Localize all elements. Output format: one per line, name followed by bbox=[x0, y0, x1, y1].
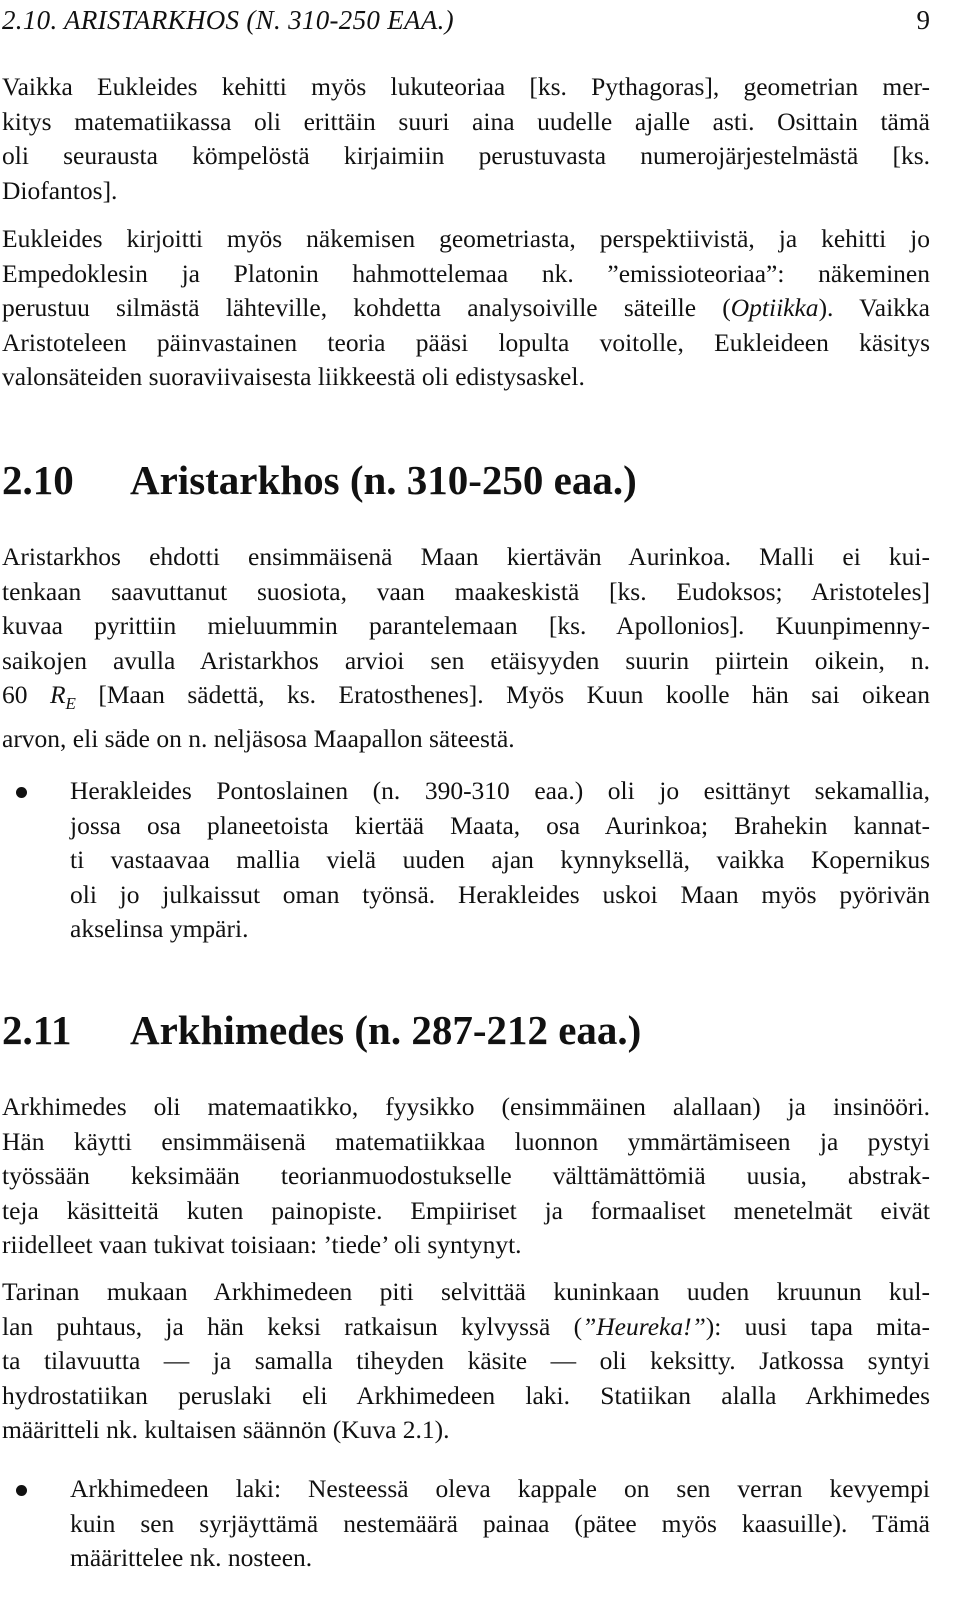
text-line: oli seurausta kömpelöstä kirjaimiin perustuvasta numerojärjestelmästä [ks. bbox=[2, 141, 930, 170]
text-line bbox=[2, 291, 930, 326]
section-number: 2.11 bbox=[2, 1007, 72, 1053]
text-line: akselinsa ympäri. bbox=[70, 914, 249, 943]
text-line: kuin sen syrjäyttämä nestemäärä painaa (pätee myös kaasuille). Tämä bbox=[70, 1508, 930, 1538]
text-line: valonsäteiden suoraviivaisesta liikkeestä oli edistysaskel. bbox=[2, 362, 585, 391]
text-run: 60 bbox=[2, 680, 50, 709]
text-run: perustuu silmästä lähteville, kohdetta analysoiville säteille ( bbox=[2, 293, 731, 322]
page-number: 9 bbox=[916, 5, 930, 35]
text-line: tenkaan saavuttanut suosiota, vaan maakeskistä [ks. Eudoksos; Aristoteles] bbox=[2, 576, 930, 606]
text-run: ): uusi tapa mita- bbox=[705, 1311, 930, 1341]
text-line: kitys matematiikassa oli erittäin suuri aina uudelle ajalle asti. Osittain tämä bbox=[2, 106, 930, 136]
section-heading-2-10 bbox=[2, 456, 637, 504]
paragraph-aristarkhos bbox=[2, 540, 930, 756]
text-run: [Maan sädettä, ks. Eratosthenes]. Myös Kuun koolle hän sai oikean bbox=[75, 680, 930, 709]
text-line: Arkhimedes oli matemaatikko, fyysikko (ensimmäinen alallaan) ja insinööri. bbox=[2, 1092, 930, 1121]
section-title: Arkhimedes (n. 287-212 eaa.) bbox=[130, 1007, 642, 1053]
text-line: oli jo julkaissut oman työnsä. Herakleides uskoi Maan myös pyörivän bbox=[70, 879, 930, 909]
list-item-text bbox=[70, 1472, 930, 1576]
text-line bbox=[2, 678, 930, 722]
running-header bbox=[2, 2, 930, 38]
text-line: jossa osa planeetoista kiertää Maata, osa Aurinkoa; Brahekin kannat- bbox=[70, 810, 930, 840]
bullet-icon bbox=[16, 1485, 27, 1496]
book-title-optiikka: Optiikka bbox=[730, 293, 819, 322]
text-line: Herakleides Pontoslainen (n. 390-310 eaa.) oli jo esittänyt sekamallia, bbox=[70, 776, 930, 805]
section-title: Aristarkhos (n. 310-250 eaa.) bbox=[130, 457, 637, 503]
text-line: kuvaa pyrittiin mieluummin parantelemaan [ks. Apollonios]. Kuunpimenny- bbox=[2, 611, 930, 640]
text-run: lan puhtaus, ja hän keksi ratkaisun kylvyssä ( bbox=[2, 1311, 583, 1341]
text-line: saikojen avulla Aristarkhos arvioi sen etäisyyden suurin piirtein oikein, n. bbox=[2, 645, 930, 675]
text-line: teja käsitteitä kuten painopiste. Empiiriset ja formaaliset menetelmät eivät bbox=[2, 1195, 930, 1225]
text-run: ). Vaikka bbox=[818, 293, 930, 322]
list-item-text bbox=[70, 774, 930, 947]
text-line: Aristarkhos ehdotti ensimmäisenä Maan kiertävän Aurinkoa. Malli ei kui- bbox=[2, 542, 930, 571]
text-line: Diofantos]. bbox=[2, 175, 118, 205]
text-line: Arkhimedeen laki: Nesteessä oleva kappale on sen verran kevyempi bbox=[70, 1474, 930, 1503]
text-line: riidelleet vaan tukivat toisiaan: ’tiede’ oli syntynyt. bbox=[2, 1230, 522, 1259]
quote-heureka: ”Heureka!” bbox=[582, 1311, 706, 1341]
section-heading-2-11 bbox=[2, 1006, 641, 1054]
text-line: ta tilavuutta — ja samalla tiheyden käsite — oli keksitty. Jatkossa syntyi bbox=[2, 1346, 930, 1375]
paragraph-heureka bbox=[2, 1275, 930, 1448]
text-line: Eukleides kirjoitti myös näkemisen geometriasta, perspektiivistä, ja kehitti jo bbox=[2, 224, 930, 253]
running-title: 2.10. ARISTARKHOS (N. 310-250 EAA.) bbox=[2, 5, 454, 35]
text-line: arvon, eli säde on n. neljäsosa Maapallon säteestä. bbox=[2, 723, 515, 753]
text-line: Hän käytti ensimmäisenä matematiikkaa luonnon ymmärtämiseen ja pystyi bbox=[2, 1126, 930, 1156]
text-line: Empedoklesin ja Platonin hahmottelemaa nk. ”emissioteoriaa”: näkeminen bbox=[2, 258, 930, 288]
text-line: hydrostatiikan peruslaki eli Arkhimedeen laki. Statiikan alalla Arkhimedes bbox=[2, 1380, 930, 1410]
math-symbol-r: R bbox=[49, 680, 66, 709]
text-line: Aristoteleen päinvastainen teoria pääsi lopulta voitolle, Eukleideen käsitys bbox=[2, 327, 930, 357]
text-line: määrittelee nk. nosteen. bbox=[70, 1543, 313, 1572]
text-line: määritteli nk. kultaisen säännön (Kuva 2.1). bbox=[2, 1415, 450, 1444]
text-line: Tarinan mukaan Arkhimedeen piti selvittää kuninkaan uuden kruunun kul- bbox=[2, 1277, 930, 1306]
section-number: 2.10 bbox=[2, 457, 74, 503]
text-line: Vaikka Eukleides kehitti myös lukuteoriaa [ks. Pythagoras], geometrian mer- bbox=[2, 72, 930, 101]
text-line bbox=[2, 1310, 930, 1345]
paragraph-arkhimedes bbox=[2, 1090, 930, 1263]
math-subscript-e: E bbox=[65, 694, 76, 714]
bullet-icon bbox=[16, 787, 27, 798]
text-line: työssään keksimään teorianmuodostukselle välttämättömiä uusia, abstrak- bbox=[2, 1161, 930, 1190]
text-line: ti vastaavaa mallia vielä uuden ajan kynnyksellä, vaikka Kopernikus bbox=[70, 845, 930, 874]
paragraph-intro bbox=[2, 70, 930, 208]
paragraph-optics bbox=[2, 222, 930, 395]
